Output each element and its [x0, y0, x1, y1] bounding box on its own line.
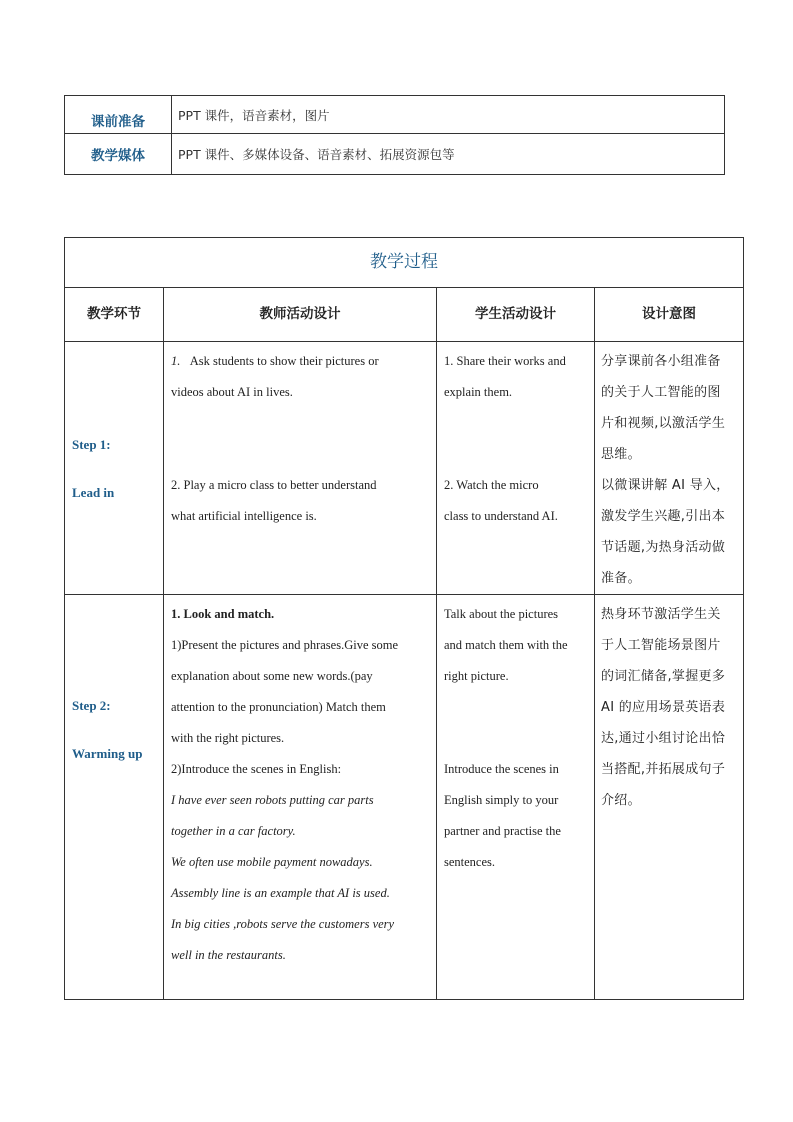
teacher-line: 1)Present the pictures and phrases.Give some [171, 638, 399, 652]
intent-line: 片和视频,以激活学生 [601, 416, 726, 431]
intent-line: 分享课前各小组准备 [601, 354, 721, 369]
step1-cell [65, 342, 164, 595]
intent-line: 的关于人工智能的图 [601, 385, 721, 400]
intent-line: AI 的应用场景英语表 [601, 700, 726, 715]
intent-line: 介绍。 [601, 793, 641, 808]
teacher-heading: 1. Look and match. [171, 607, 275, 621]
prep-table [64, 95, 725, 175]
step1-label: Step 1: [72, 436, 111, 452]
teacher-line: 2. Play a micro class to better understand [171, 478, 377, 492]
header-row [65, 288, 744, 342]
student-line: English simply to your [444, 793, 559, 807]
prep-label: 课前准备 [65, 96, 172, 134]
example-sentence: In big cities ,robots serve the customers very [171, 917, 395, 931]
step2-student [437, 595, 595, 1000]
step2-name: Warming up [72, 746, 143, 761]
header-intent: 设计意图 [595, 288, 744, 342]
student-line: Introduce the scenes in [444, 762, 559, 776]
student-line: 2. Watch the micro [444, 478, 539, 492]
header-stage: 教学环节 [65, 288, 164, 342]
teacher-line: videos about AI in lives. [171, 385, 293, 399]
intent-line: 思维。 [601, 447, 641, 462]
student-line: explain them. [444, 385, 513, 399]
prep-row [65, 96, 725, 134]
intent-line: 达,通过小组讨论出恰 [601, 731, 726, 746]
step1-name: Lead in [72, 484, 115, 500]
media-value: PPT 课件、多媒体设备、语音素材、拓展资源包等 [172, 134, 725, 175]
process-title: 教学过程 [65, 238, 744, 288]
example-sentence: We often use mobile payment nowadays. [171, 855, 373, 869]
example-sentence: I have ever seen robots putting car parts [171, 793, 374, 807]
teacher-line: with the right pictures. [171, 731, 285, 745]
student-line: class to understand AI. [444, 509, 558, 523]
student-line: right picture. [444, 669, 509, 683]
intent-line: 当搭配,并拓展成句子 [601, 762, 726, 777]
student-line: 1. Share their works and [444, 354, 566, 368]
item-number: 1. [171, 354, 181, 368]
prep-value: PPT 课件，语音素材，图片 [172, 96, 725, 134]
intent-line: 准备。 [601, 571, 641, 586]
example-sentence: Assembly line is an example that AI is used. [171, 886, 390, 900]
step1-intent [595, 342, 744, 595]
media-label: 教学媒体 [65, 134, 172, 175]
intent-line: 节话题,为热身活动做 [601, 540, 726, 555]
step2-intent [595, 595, 744, 1000]
intent-line: 激发学生兴趣,引出本 [601, 509, 726, 524]
example-sentence: well in the restaurants. [171, 948, 286, 962]
step1-student [437, 342, 595, 595]
teacher-line: explanation about some new words.(pay [171, 669, 373, 683]
student-line: Talk about the pictures [444, 607, 559, 621]
student-line: partner and practise the [444, 824, 561, 838]
step2-row [65, 595, 744, 1000]
example-sentence: together in a car factory. [171, 824, 296, 838]
step2-teacher [164, 595, 437, 1000]
intent-line: 的词汇储备,掌握更多 [601, 669, 726, 684]
item-text: Ask students to show their pictures or [189, 354, 379, 368]
student-line: sentences. [444, 855, 496, 869]
step2-cell [65, 595, 164, 1000]
teacher-line: what artificial intelligence is. [171, 509, 317, 523]
step1-teacher [164, 342, 437, 595]
teacher-item [171, 346, 430, 377]
media-row [65, 134, 725, 175]
step2-label: Step 2: [72, 698, 111, 713]
teacher-line: 2)Introduce the scenes in English: [171, 762, 342, 776]
header-student: 学生活动设计 [437, 288, 595, 342]
intent-line: 于人工智能场景图片 [601, 638, 721, 653]
process-table [64, 237, 744, 1000]
intent-line: 以微课讲解 AI 导入， [601, 478, 730, 493]
step1-row [65, 342, 744, 595]
student-line: and match them with the [444, 638, 568, 652]
intent-line: 热身环节激活学生关 [601, 607, 721, 622]
teacher-line: attention to the pronunciation) Match them [171, 700, 386, 714]
header-teacher: 教师活动设计 [164, 288, 437, 342]
